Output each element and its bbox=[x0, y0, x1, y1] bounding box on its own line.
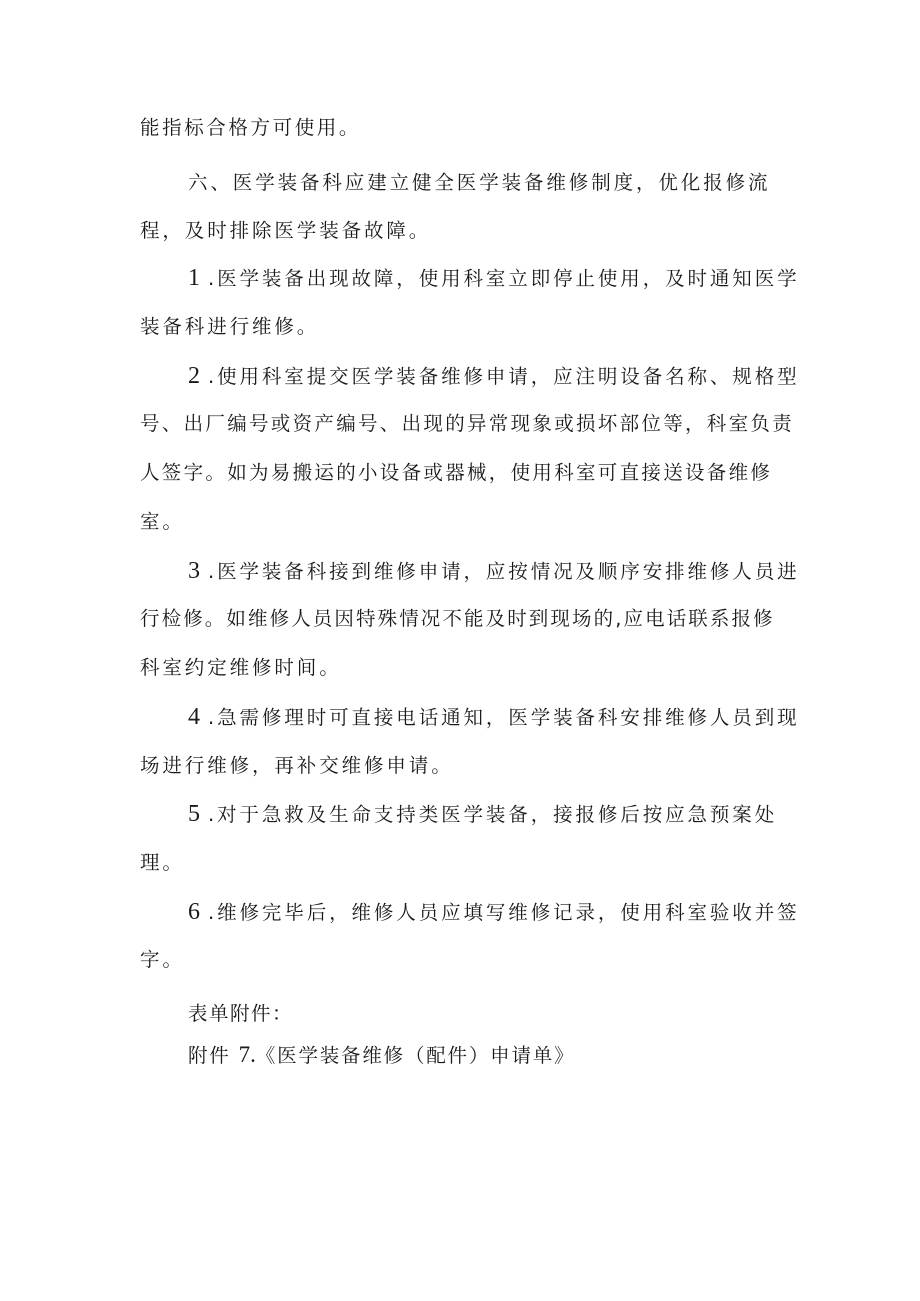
text-line bbox=[140, 849, 185, 877]
text-line-content: 室。 bbox=[140, 510, 185, 533]
text-line-content: 理。 bbox=[140, 851, 185, 874]
text-line-content: .医学装备科接到维修申请，应按情况及顺序安排维修人员进 bbox=[208, 560, 800, 583]
text-line bbox=[140, 410, 794, 438]
list-item-6 bbox=[188, 898, 800, 927]
text-line-content: .对于急救及生命支持类医学装备，接报修后按应急预案处 bbox=[208, 803, 778, 826]
text-line-content: 表单附件： bbox=[188, 1002, 294, 1025]
text-line bbox=[140, 508, 185, 536]
list-item-1 bbox=[188, 264, 800, 293]
text-line-content: 字。 bbox=[140, 948, 185, 971]
text-line bbox=[140, 605, 775, 633]
text-line-content: 程，及时排除医学装备故障。 bbox=[140, 219, 432, 242]
text-line-content: 号、出厂编号或资产编号、出现的异常现象或损坏部位等，科室负责 bbox=[140, 412, 795, 435]
text-line bbox=[140, 752, 454, 780]
text-line-content: 装备科进行维修。 bbox=[140, 315, 320, 338]
list-number: 1 bbox=[188, 265, 200, 291]
text-line bbox=[140, 946, 185, 974]
list-item-4 bbox=[188, 703, 800, 732]
list-item-2 bbox=[188, 362, 800, 391]
text-line-content: 六、医学装备科应建立健全医学装备维修制度，优化报修流 bbox=[188, 171, 771, 194]
attachment-number: 7. bbox=[238, 1042, 256, 1067]
text-line-content: 科室约定维修时间。 bbox=[140, 656, 342, 679]
text-line bbox=[140, 313, 319, 341]
text-line-content: 人签字。如为易搬运的小设备或器械，使用科室可直接送设备维修 bbox=[140, 461, 773, 484]
text-line-content: 能指标合格方可使用。 bbox=[140, 116, 362, 139]
text-line bbox=[140, 459, 772, 487]
text-line-content: .急需修理时可直接电话通知，医学装备科安排维修人员到现 bbox=[208, 706, 800, 729]
text-line-content: .使用科室提交医学装备维修申请，应注明设备名称、规格型 bbox=[208, 365, 800, 388]
list-number: 2 bbox=[188, 363, 200, 389]
list-number: 6 bbox=[188, 899, 200, 925]
list-number: 5 bbox=[188, 801, 200, 827]
text-line-content: .维修完毕后，维修人员应填写维修记录，使用科室验收并签 bbox=[208, 901, 800, 924]
attachment-title: 《医学装备维修（配件）申请单》 bbox=[255, 1044, 576, 1067]
attachment-prefix: 附件 bbox=[188, 1044, 231, 1067]
list-number: 4 bbox=[188, 704, 200, 730]
list-item-3 bbox=[188, 557, 800, 586]
text-line-content: 行检修。如维修人员因特殊情况不能及时到现场的,应电话联系报修 bbox=[140, 607, 775, 630]
text-line bbox=[140, 114, 361, 142]
section-heading bbox=[188, 169, 770, 197]
attachments-label bbox=[188, 1000, 293, 1028]
attachment-item bbox=[188, 1041, 575, 1070]
text-line-content: .医学装备出现故障，使用科室立即停止使用，及时通知医学 bbox=[208, 267, 800, 290]
list-number: 3 bbox=[188, 558, 200, 584]
text-line bbox=[140, 654, 342, 682]
text-line bbox=[140, 217, 431, 245]
text-line-content: 场进行维修，再补交维修申请。 bbox=[140, 754, 454, 777]
list-item-5 bbox=[188, 800, 777, 829]
